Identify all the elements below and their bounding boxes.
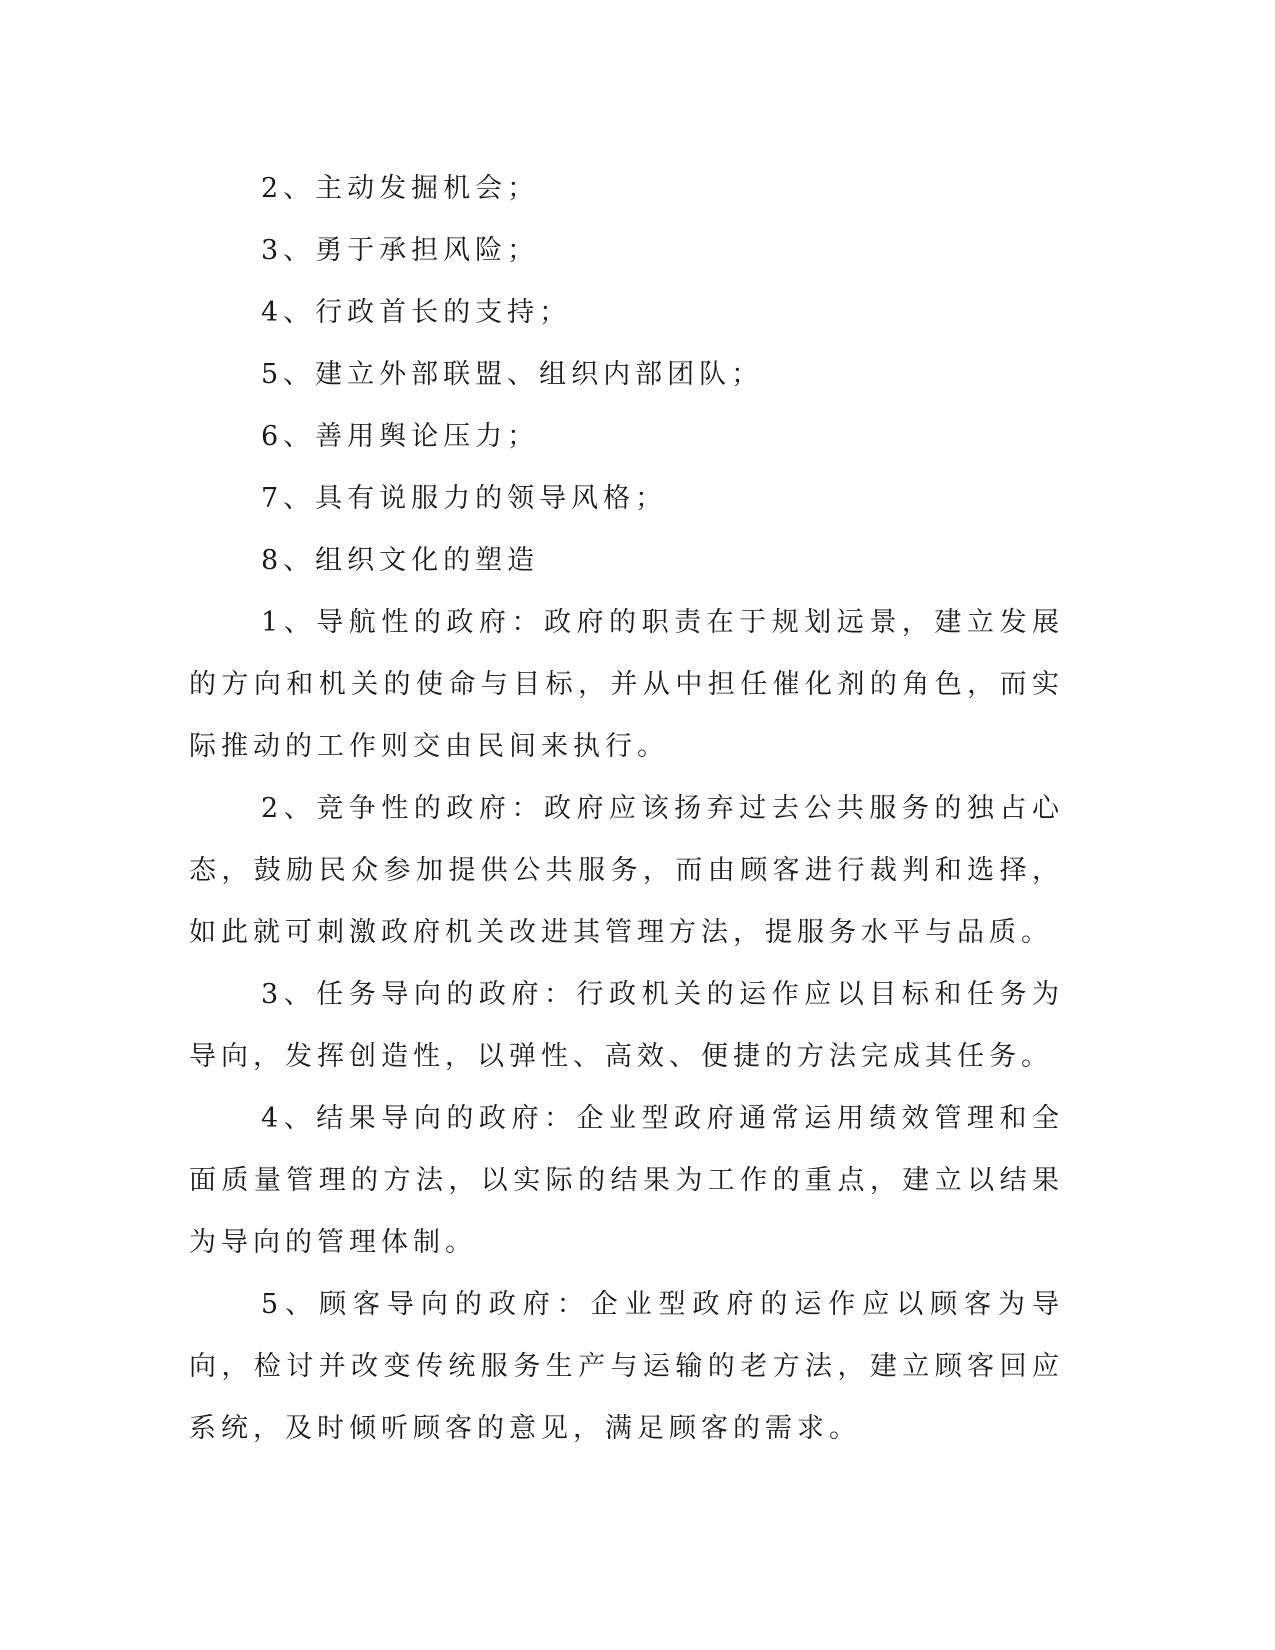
list-item: 5、建立外部联盟、组织内部团队； bbox=[261, 359, 764, 390]
paragraph: 2、竞争性的政府：政府应该扬弃过去公共服务的独占心态，鼓励民众参加提供公共服务，而由顾客进行裁判和选择，如此就可刺激政府机关改进其管理方法，提服务水平与品质。 bbox=[189, 793, 1064, 948]
list-item: 3、勇于承担风险； bbox=[261, 235, 540, 266]
paragraph: 4、结果导向的政府：企业型政府通常运用绩效管理和全面质量管理的方法，以实际的结果为工作的重点，建立以结果为导向的管理体制。 bbox=[189, 1103, 1064, 1258]
list-item: 4、行政首长的支持； bbox=[261, 297, 572, 328]
document-body bbox=[189, 158, 1064, 1460]
list-item: 8、组织文化的塑造 bbox=[261, 545, 540, 576]
paragraph: 5、顾客导向的政府：企业型政府的运作应以顾客为导向，检讨并改变传统服务生产与运输的老方法，建立顾客回应系统，及时倾听顾客的意见，满足顾客的需求。 bbox=[189, 1289, 1064, 1444]
list-item: 6、善用舆论压力； bbox=[261, 421, 540, 452]
paragraph: 3、任务导向的政府：行政机关的运作应以目标和任务为导向，发挥创造性，以弹性、高效、便捷的方法完成其任务。 bbox=[189, 979, 1064, 1072]
list-item: 2、主动发掘机会； bbox=[261, 173, 540, 204]
paragraph: 1、导航性的政府：政府的职责在于规划远景，建立发展的方向和机关的使命与目标，并从中担任催化剂的角色，而实际推动的工作则交由民间来执行。 bbox=[189, 607, 1064, 762]
list-item: 7、具有说服力的领导风格； bbox=[261, 483, 668, 514]
